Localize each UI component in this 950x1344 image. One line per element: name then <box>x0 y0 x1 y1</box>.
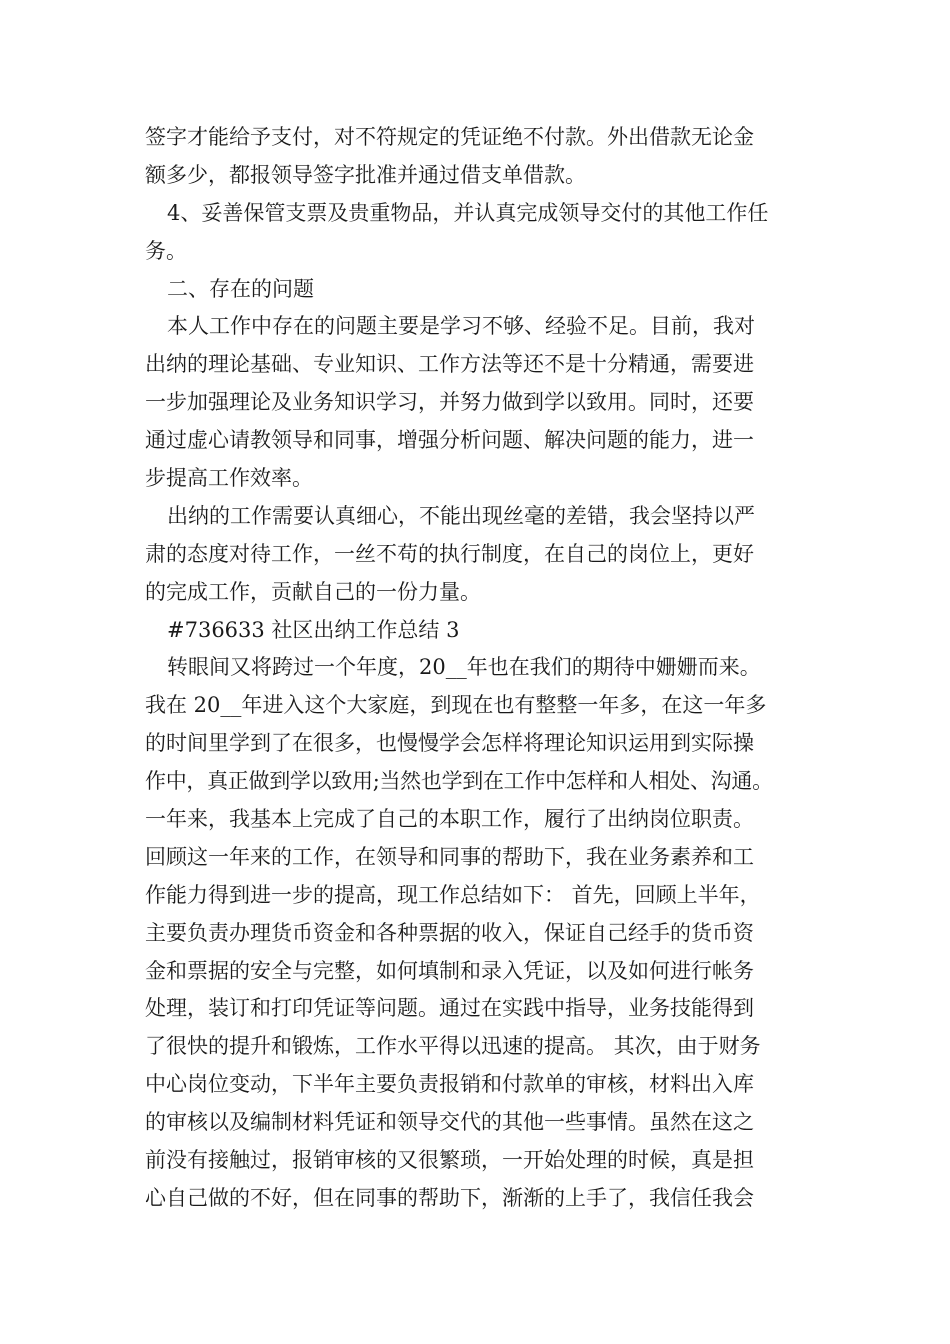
text-line: 我在 20__年进入这个大家庭，到现在也有整整一年多，在这一年多 <box>145 693 767 718</box>
text-line: 回顾这一年来的工作，在领导和同事的帮助下，我在业务素养和工 <box>145 844 754 869</box>
document-body <box>145 119 810 1218</box>
text-line: 作能力得到进一步的提高，现工作总结如下： 首先，回顾上半年， <box>145 882 761 907</box>
text-line: 本人工作中存在的问题主要是学习不够、经验不足。目前，我对 <box>167 314 755 339</box>
text-line: 中心岗位变动，下半年主要负责报销和付款单的审核，材料出入库 <box>145 1072 754 1097</box>
text-line: 作中，真正做到学以致用;当然也学到在工作中怎样和人相处、沟通。 <box>145 769 773 794</box>
text-line: 一年来，我基本上完成了自己的本职工作，履行了出纳岗位职责。 <box>145 807 754 832</box>
text-line: 金和票据的安全与完整，如何填制和录入凭证，以及如何进行帐务 <box>145 958 754 983</box>
text-line: 了很快的提升和锻炼，工作水平得以迅速的提高。 其次，由于财务 <box>145 1034 761 1059</box>
text-line: 处理，装订和打印凭证等问题。通过在实践中指导，业务技能得到 <box>145 996 754 1021</box>
text-line: 的审核以及编制材料凭证和领导交代的其他一些事情。虽然在这之 <box>145 1110 754 1135</box>
text-line: 务。 <box>145 238 187 263</box>
text-line: 的完成工作，贡献自己的一份力量。 <box>145 579 481 604</box>
text-line: 主要负责办理货币资金和各种票据的收入，保证自己经手的货币资 <box>145 920 754 945</box>
text-line: 转眼间又将跨过一个年度，20__年也在我们的期待中姗姗而来。 <box>167 655 761 680</box>
section-heading: 二、存在的问题 <box>167 276 314 301</box>
text-line: 的时间里学到了在很多，也慢慢学会怎样将理论知识运用到实际操 <box>145 731 754 756</box>
text-line: 步提高工作效率。 <box>145 466 313 491</box>
text-line: 签字才能给予支付，对不符规定的凭证绝不付款。外出借款无论金 <box>145 125 754 149</box>
text-line: 一步加强理论及业务知识学习，并努力做到学以致用。同时，还要 <box>145 390 754 415</box>
text-line: 出纳的工作需要认真细心，不能出现丝毫的差错，我会坚持以严 <box>167 503 755 528</box>
text-line: 出纳的理论基础、专业知识、工作方法等还不是十分精通，需要进 <box>145 352 754 377</box>
text-line: 肃的态度对待工作，一丝不苟的执行制度，在自己的岗位上，更好 <box>145 541 754 566</box>
text-line: 4、妥善保管支票及贵重物品，并认真完成领导交付的其他工作任 <box>167 200 769 225</box>
text-line: 前没有接触过，报销审核的又很繁琐，一开始处理的时候，真是担 <box>145 1148 754 1173</box>
section-heading: #736633 社区出纳工作总结 3 <box>167 617 460 642</box>
text-line: 通过虚心请教领导和同事，增强分析问题、解决问题的能力，进一 <box>145 428 754 453</box>
text-line: 额多少，都报领导签字批准并通过借支单借款。 <box>145 162 586 187</box>
text-line: 心自己做的不好，但在同事的帮助下，渐渐的上手了，我信任我会 <box>145 1185 754 1210</box>
